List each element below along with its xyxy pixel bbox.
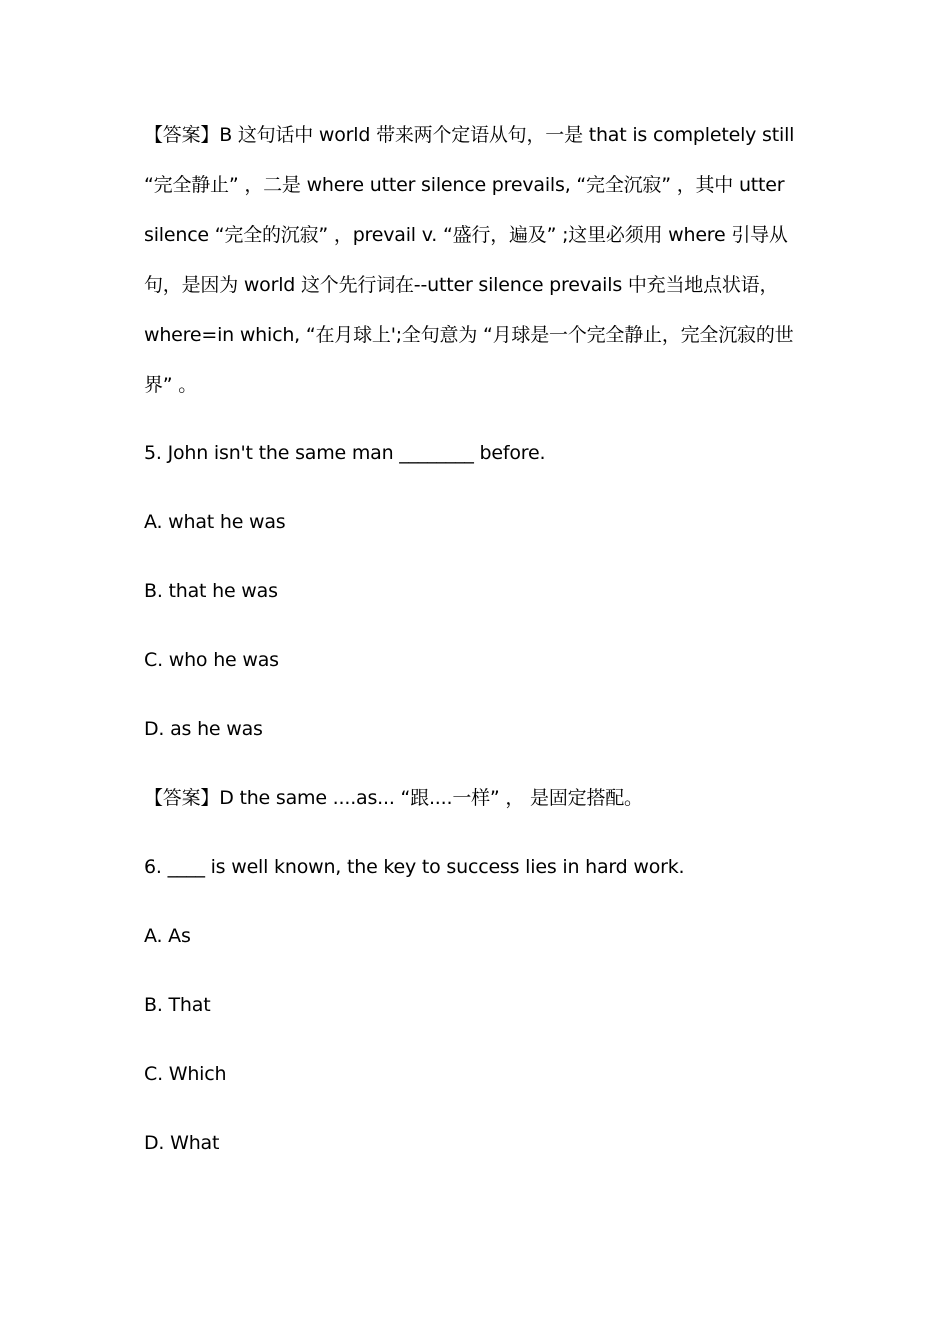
answer-4-line-2: “完全静止” ，二是 where utter silence prevails, “完全沉寂” ，其中 utter xyxy=(144,174,785,196)
answer-4-line-6: 界” 。 xyxy=(144,374,198,396)
answer-4-line-4: 句，是因为 world 这个先行词在--utter silence prevails 中充当地点状语， xyxy=(144,274,779,296)
question-5-option-c: C. who he was xyxy=(144,649,279,671)
answer-4-line-5: where=in which, “在月球上';全句意为 “月球是一个完全静止，完全沉寂的世 xyxy=(144,324,794,346)
question-5-option-b: B. that he was xyxy=(144,580,278,602)
question-5-option-a: A. what he was xyxy=(144,511,286,533)
question-5-answer: 【答案】D the same ....as... “跟....一样” ， 是固定搭配。 xyxy=(144,787,643,809)
question-6-option-b: B. That xyxy=(144,994,211,1016)
answer-4-line-3: silence “完全的沉寂” ，prevail v. “盛行，遍及” ;这里必须用 where 引导从 xyxy=(144,224,788,246)
question-6-option-a: A. As xyxy=(144,925,191,947)
question-6-stem: 6. ____ is well known, the key to success lies in hard work. xyxy=(144,856,685,878)
question-5-stem: 5. John isn't the same man ________ before. xyxy=(144,442,546,464)
question-6-option-d: D. What xyxy=(144,1132,220,1154)
question-6-option-c: C. Which xyxy=(144,1063,227,1085)
answer-4-line-1: 【答案】B 这句话中 world 带来两个定语从句，一是 that is completely still xyxy=(144,124,795,146)
question-5-option-d: D. as he was xyxy=(144,718,263,740)
